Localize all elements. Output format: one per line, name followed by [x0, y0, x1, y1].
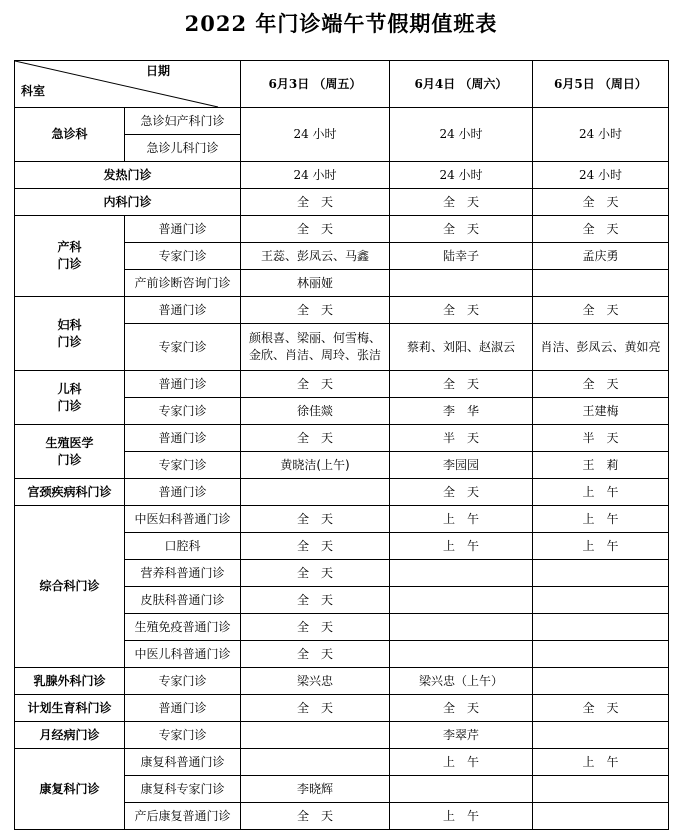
dept-rehabilitation: 康复科门诊	[15, 749, 125, 830]
table-row	[15, 479, 669, 506]
dept-general: 综合科门诊	[15, 506, 125, 668]
schedule-cell: 陆幸子	[390, 243, 533, 270]
dept-fever: 发热门诊	[15, 162, 241, 189]
schedule-cell: 王蕊、彭凤云、马鑫	[241, 243, 390, 270]
schedule-cell: 全 天	[241, 533, 390, 560]
dept-reproductive-medicine	[15, 425, 125, 479]
schedule-cell	[241, 479, 390, 506]
schedule-cell: 上 午	[533, 533, 669, 560]
dept-name-line2: 门诊	[57, 452, 82, 467]
schedule-cell	[241, 749, 390, 776]
schedule-cell: 全 天	[241, 189, 390, 216]
schedule-cell: 上 午	[390, 533, 533, 560]
schedule-cell	[241, 722, 390, 749]
schedule-cell	[390, 776, 533, 803]
schedule-cell: 梁兴忠（上午）	[390, 668, 533, 695]
schedule-cell: 全 天	[533, 189, 669, 216]
dept-cervical: 宫颈疾病科门诊	[15, 479, 125, 506]
schedule-cell: 王 莉	[533, 452, 669, 479]
table-row	[15, 162, 669, 189]
schedule-cell: 上 午	[390, 803, 533, 830]
sub-clinic: 中医妇科普通门诊	[125, 506, 241, 533]
sub-clinic: 产后康复普通门诊	[125, 803, 241, 830]
schedule-cell: 全 天	[241, 297, 390, 324]
schedule-cell	[533, 560, 669, 587]
table-row	[15, 722, 669, 749]
sub-clinic: 急诊儿科门诊	[125, 135, 241, 162]
doctor-names-line1: 颜根喜、梁丽、何雪梅、	[248, 331, 381, 345]
diagonal-divider	[15, 61, 241, 108]
schedule-cell	[390, 614, 533, 641]
schedule-cell: 全 天	[241, 587, 390, 614]
table-row	[15, 668, 669, 695]
sub-clinic: 康复科专家门诊	[125, 776, 241, 803]
sub-clinic: 康复科普通门诊	[125, 749, 241, 776]
sub-clinic: 产前诊断咨询门诊	[125, 270, 241, 297]
sub-clinic: 专家门诊	[125, 243, 241, 270]
schedule-cell: 半 天	[390, 425, 533, 452]
schedule-cell: 李翠芹	[390, 722, 533, 749]
schedule-cell: 王建梅	[533, 398, 669, 425]
schedule-cell: 全 天	[241, 371, 390, 398]
dept-name-line1: 儿科	[57, 381, 82, 396]
table-row	[15, 425, 669, 452]
table-row	[15, 749, 669, 776]
sub-clinic: 普通门诊	[125, 695, 241, 722]
table-row	[15, 695, 669, 722]
schedule-cell: 半 天	[533, 425, 669, 452]
dept-name-line2: 门诊	[57, 334, 82, 349]
schedule-cell	[533, 614, 669, 641]
schedule-cell	[533, 668, 669, 695]
schedule-cell: 上 午	[390, 749, 533, 776]
day-header-2: 6月4日 （周六）	[390, 61, 533, 108]
corner-header-cell	[15, 61, 241, 108]
day-header-3: 6月5日 （周日）	[533, 61, 669, 108]
schedule-cell: 李园园	[390, 452, 533, 479]
schedule-cell	[533, 587, 669, 614]
doctor-names-line2: 金欣、肖洁、周玲、张洁	[248, 348, 381, 362]
schedule-cell: 梁兴忠	[241, 668, 390, 695]
schedule-cell: 全 天	[390, 695, 533, 722]
dept-breast-surgery: 乳腺外科门诊	[15, 668, 125, 695]
schedule-cell: 全 天	[241, 216, 390, 243]
schedule-cell: 24 小时	[533, 162, 669, 189]
schedule-cell	[390, 641, 533, 668]
sub-clinic: 中医儿科普通门诊	[125, 641, 241, 668]
schedule-cell: 全 天	[390, 189, 533, 216]
sub-clinic: 普通门诊	[125, 425, 241, 452]
schedule-cell: 全 天	[241, 803, 390, 830]
table-row	[15, 108, 669, 135]
dept-name-line1: 生殖医学	[45, 435, 94, 450]
schedule-cell: 全 天	[533, 297, 669, 324]
table-row	[15, 216, 669, 243]
schedule-cell: 24 小时	[241, 108, 390, 162]
dept-name-line1: 妇科	[57, 317, 82, 332]
sub-clinic: 普通门诊	[125, 479, 241, 506]
schedule-cell: 上 午	[533, 506, 669, 533]
schedule-cell: 24 小时	[241, 162, 390, 189]
schedule-cell	[390, 270, 533, 297]
sub-clinic: 专家门诊	[125, 452, 241, 479]
schedule-cell: 徐佳燚	[241, 398, 390, 425]
sub-clinic: 专家门诊	[125, 668, 241, 695]
schedule-cell: 全 天	[241, 641, 390, 668]
schedule-cell: 全 天	[533, 695, 669, 722]
schedule-cell: 李晓辉	[241, 776, 390, 803]
table-row	[15, 371, 669, 398]
schedule-cell: 黄晓洁(上午)	[241, 452, 390, 479]
schedule-cell: 上 午	[533, 479, 669, 506]
schedule-cell: 24 小时	[390, 108, 533, 162]
day-header-1: 6月3日 （周五）	[241, 61, 390, 108]
date-axis-label: 日期	[145, 64, 170, 78]
schedule-cell: 上 午	[390, 506, 533, 533]
schedule-cell	[533, 270, 669, 297]
dept-family-planning: 计划生育科门诊	[15, 695, 125, 722]
sub-clinic: 专家门诊	[125, 324, 241, 371]
dept-pediatrics	[15, 371, 125, 425]
table-row	[15, 506, 669, 533]
schedule-cell: 全 天	[390, 216, 533, 243]
schedule-cell: 全 天	[241, 614, 390, 641]
schedule-cell: 李 华	[390, 398, 533, 425]
schedule-cell: 全 天	[390, 371, 533, 398]
schedule-cell: 孟庆勇	[533, 243, 669, 270]
sub-clinic: 生殖免疫普通门诊	[125, 614, 241, 641]
sub-clinic: 营养科普通门诊	[125, 560, 241, 587]
sub-clinic: 普通门诊	[125, 297, 241, 324]
schedule-cell: 24 小时	[533, 108, 669, 162]
schedule-cell	[390, 587, 533, 614]
sub-clinic: 普通门诊	[125, 371, 241, 398]
schedule-cell	[533, 803, 669, 830]
schedule-cell: 上 午	[533, 749, 669, 776]
dept-emergency: 急诊科	[15, 108, 125, 162]
schedule-cell	[533, 641, 669, 668]
table-row	[15, 297, 669, 324]
sub-clinic: 皮肤科普通门诊	[125, 587, 241, 614]
schedule-cell	[241, 324, 390, 371]
schedule-cell: 林丽娅	[241, 270, 390, 297]
schedule-cell: 肖洁、彭凤云、黄如亮	[533, 324, 669, 371]
schedule-cell	[533, 722, 669, 749]
sub-clinic: 专家门诊	[125, 398, 241, 425]
schedule-cell	[390, 560, 533, 587]
sub-clinic: 急诊妇产科门诊	[125, 108, 241, 135]
schedule-cell	[533, 776, 669, 803]
header-row	[15, 61, 669, 108]
sub-clinic: 专家门诊	[125, 722, 241, 749]
schedule-cell: 全 天	[241, 506, 390, 533]
dept-obstetrics	[15, 216, 125, 297]
dept-name-line2: 门诊	[57, 257, 82, 271]
table-row	[15, 189, 669, 216]
dept-gynecology	[15, 297, 125, 371]
schedule-cell: 全 天	[241, 695, 390, 722]
schedule-cell: 全 天	[533, 216, 669, 243]
schedule-cell: 全 天	[390, 479, 533, 506]
schedule-cell: 全 天	[390, 297, 533, 324]
sub-clinic: 口腔科	[125, 533, 241, 560]
schedule-cell: 全 天	[533, 371, 669, 398]
duty-schedule-table	[14, 60, 669, 830]
schedule-cell: 24 小时	[390, 162, 533, 189]
sub-clinic: 普通门诊	[125, 216, 241, 243]
dept-name-line1: 产科	[57, 240, 82, 254]
schedule-cell: 全 天	[241, 425, 390, 452]
page-title: 2022 年门诊端午节假期值班表	[184, 11, 498, 36]
schedule-cell: 全 天	[241, 560, 390, 587]
dept-internal: 内科门诊	[15, 189, 241, 216]
dept-menstrual: 月经病门诊	[15, 722, 125, 749]
schedule-cell: 蔡莉、刘阳、赵淑云	[390, 324, 533, 371]
department-axis-label: 科室	[21, 84, 46, 98]
dept-name-line2: 门诊	[57, 398, 82, 413]
